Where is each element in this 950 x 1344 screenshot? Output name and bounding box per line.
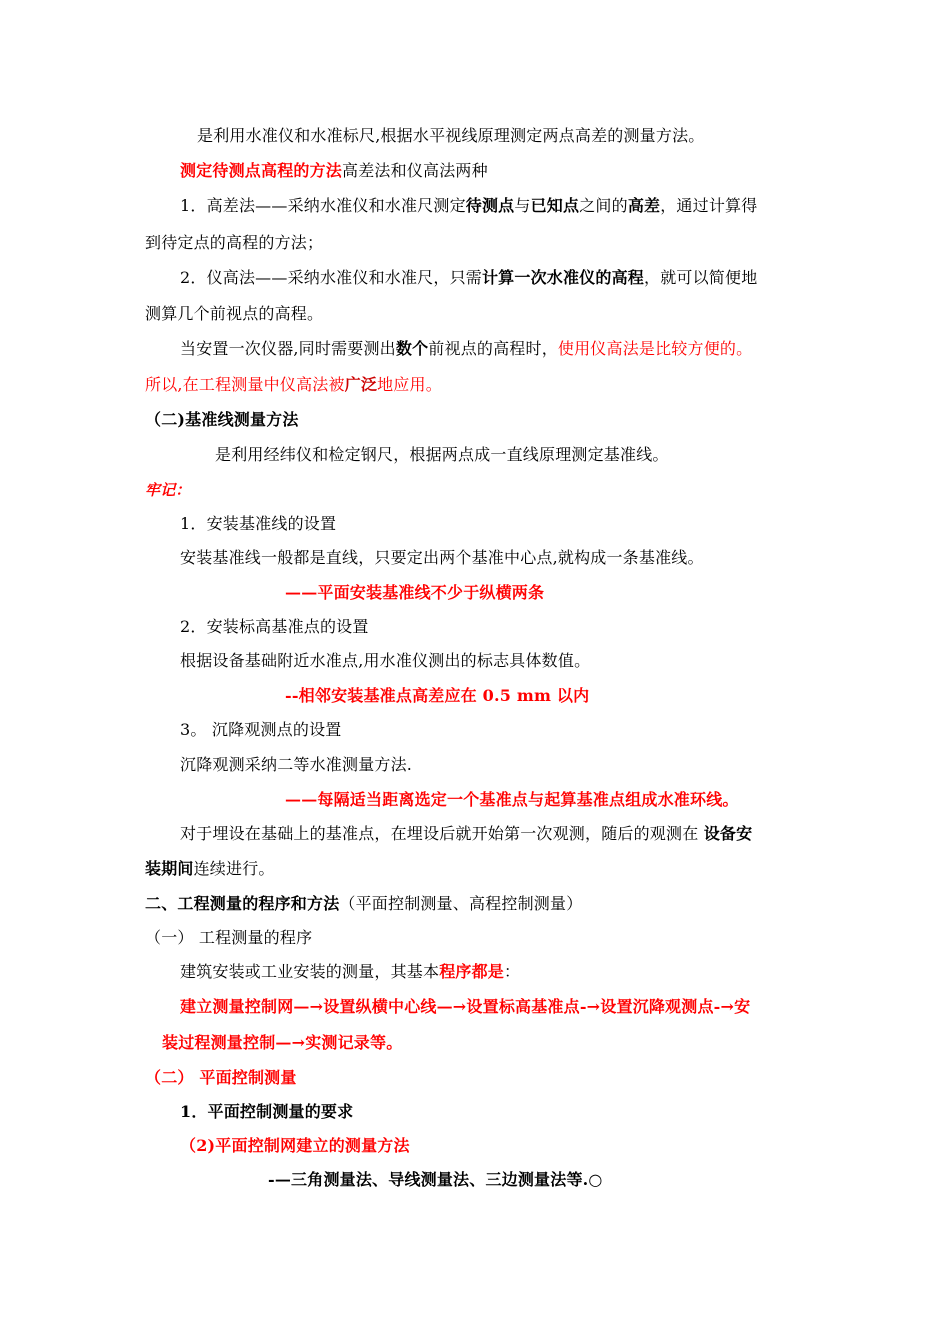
heading-text: （二)基准线测量方法 bbox=[145, 410, 299, 429]
item-baseline-setup bbox=[180, 514, 336, 534]
paragraph-leveling-method bbox=[197, 126, 705, 146]
paragraph-height-difference bbox=[180, 196, 757, 216]
highlight-text: 程序都是 bbox=[439, 962, 505, 981]
text-span: ，就可以简便地 bbox=[644, 268, 758, 287]
text-span: 安装基准线一般都是直线，只要定出两个基准中心点,就构成一条基准线。 bbox=[180, 548, 704, 567]
text-span: 根据设备基础附近水准点,用水准仪测出的标志具体数值。 bbox=[180, 651, 591, 670]
highlight-text: 装过程测量控制—→实测记录等。 bbox=[162, 1033, 403, 1052]
paragraph-basic-procedure bbox=[180, 962, 520, 982]
text-span: 地应用。 bbox=[377, 375, 442, 394]
paragraph-baseline-method bbox=[215, 445, 669, 465]
paragraph-height-difference-cont bbox=[145, 233, 323, 253]
highlight-text: 使用仪高法是比较方便的。 bbox=[557, 339, 753, 358]
text-span: -—三角测量法、导线测量法、三边测量法等. bbox=[268, 1170, 589, 1189]
text-span: 前视点的高程时， bbox=[428, 339, 558, 358]
text-span: 1．安装基准线的设置 bbox=[180, 514, 337, 533]
highlight-text: （2)平面控制网建立的测量方法 bbox=[180, 1136, 410, 1155]
paragraph-baseline-straight bbox=[180, 548, 704, 568]
text-span: 建筑安装或工业安装的测量，其基本 bbox=[180, 962, 440, 981]
paragraph-setup-once-cont bbox=[145, 375, 442, 395]
text-span: ，通过计算得 bbox=[660, 196, 758, 215]
circle-icon: ○ bbox=[588, 1170, 603, 1189]
key-point-settlement bbox=[285, 790, 739, 810]
bold-text: 高差 bbox=[627, 196, 661, 215]
key-point-baseline bbox=[285, 583, 544, 603]
paragraph-instrument-height-cont bbox=[145, 304, 323, 324]
bold-text: 设备安 bbox=[703, 824, 753, 843]
heading-text: （二） 平面控制测量 bbox=[145, 1068, 297, 1087]
highlight-text: ——平面安装基准线不少于纵横两条 bbox=[285, 583, 545, 602]
paragraph-benchmark-values bbox=[180, 651, 590, 671]
text-span: （一） 工程测量的程序 bbox=[145, 928, 313, 947]
paragraph-settlement-method bbox=[180, 755, 412, 775]
paragraph-instrument-height bbox=[180, 268, 757, 288]
text-span: 1．平面控制测量的要求 bbox=[180, 1102, 354, 1121]
bold-text: 计算一次水准仪的高程 bbox=[481, 268, 644, 287]
text-span: 所以,在工程测量中仪高法被 bbox=[145, 375, 345, 394]
bold-text: 数个 bbox=[395, 339, 429, 358]
text-span: 测算几个前视点的高程。 bbox=[145, 304, 324, 323]
text-span: 高差法和仪高法两种 bbox=[342, 161, 488, 180]
text-span: 之间的 bbox=[579, 196, 628, 215]
section-heading-baseline bbox=[145, 410, 299, 430]
item-elevation-benchmark bbox=[180, 617, 369, 637]
section-heading-procedure bbox=[145, 894, 582, 914]
text-span: 与 bbox=[514, 196, 531, 215]
paragraph-setup-once bbox=[180, 339, 752, 359]
text-span: 连续进行。 bbox=[193, 859, 275, 878]
procedure-flow bbox=[180, 997, 750, 1017]
paragraph-first-observation bbox=[180, 824, 752, 844]
bold-text: 广泛 bbox=[344, 375, 378, 394]
text-span: 沉降观测采纳二等水准测量方法. bbox=[180, 755, 413, 774]
highlight-text: 测定待测点高程的方法 bbox=[180, 161, 343, 180]
subsection-heading-plane-control bbox=[145, 1068, 297, 1088]
text-span: 对于埋设在基础上的基准点，在埋设后就开始第一次观测，随后的观测在 bbox=[180, 824, 704, 843]
subsection-heading-procedure bbox=[145, 928, 312, 948]
item-settlement-point bbox=[180, 720, 341, 740]
text-span: 2．仪高法——采纳水准仪和水准尺，只需 bbox=[180, 268, 482, 287]
paragraph-elevation-methods bbox=[180, 161, 488, 181]
text-span: 是利用水准仪和水准标尺,根据水平视线原理测定两点高差的测量方法。 bbox=[197, 126, 705, 145]
text-span: 是利用经纬仪和检定钢尺，根据两点成一直线原理测定基准线。 bbox=[215, 445, 669, 464]
heading-text: 二、工程测量的程序和方法 bbox=[145, 894, 340, 913]
highlight-text: 建立测量控制网—→设置纵横中心线—→设置标高基准点-→设置沉降观测点-→安 bbox=[180, 997, 751, 1016]
text-span: 1．高差法——采纳水准仪和水准尺测定 bbox=[180, 196, 466, 215]
text-span: ： bbox=[504, 962, 521, 981]
item-plane-control-requirements bbox=[180, 1102, 353, 1122]
text-span: 到待定点的高程的方法； bbox=[145, 233, 324, 252]
text-span: 当安置一次仪器,同时需要测出 bbox=[180, 339, 396, 358]
highlight-text: ——每隔适当距离选定一个基准点与起算基准点组成水准环线。 bbox=[285, 790, 739, 809]
key-point-survey-methods bbox=[268, 1170, 603, 1190]
bold-text: 已知点 bbox=[530, 196, 580, 215]
memorize-note bbox=[145, 480, 191, 500]
text-span: 3。 沉降观测点的设置 bbox=[180, 720, 342, 739]
item-plane-control-network bbox=[180, 1136, 410, 1156]
note-text: 牢记： bbox=[145, 481, 191, 499]
procedure-flow-cont bbox=[162, 1033, 402, 1053]
key-point-benchmark bbox=[285, 686, 589, 706]
heading-note: （平面控制测量、高程控制测量） bbox=[339, 894, 583, 913]
highlight-text: --相邻安装基准点高差应在 0.5 mm 以内 bbox=[285, 686, 590, 705]
paragraph-first-observation-cont bbox=[145, 859, 275, 879]
bold-text: 待测点 bbox=[465, 196, 515, 215]
bold-text: 装期间 bbox=[145, 859, 194, 878]
text-span: 2．安装标高基准点的设置 bbox=[180, 617, 369, 636]
